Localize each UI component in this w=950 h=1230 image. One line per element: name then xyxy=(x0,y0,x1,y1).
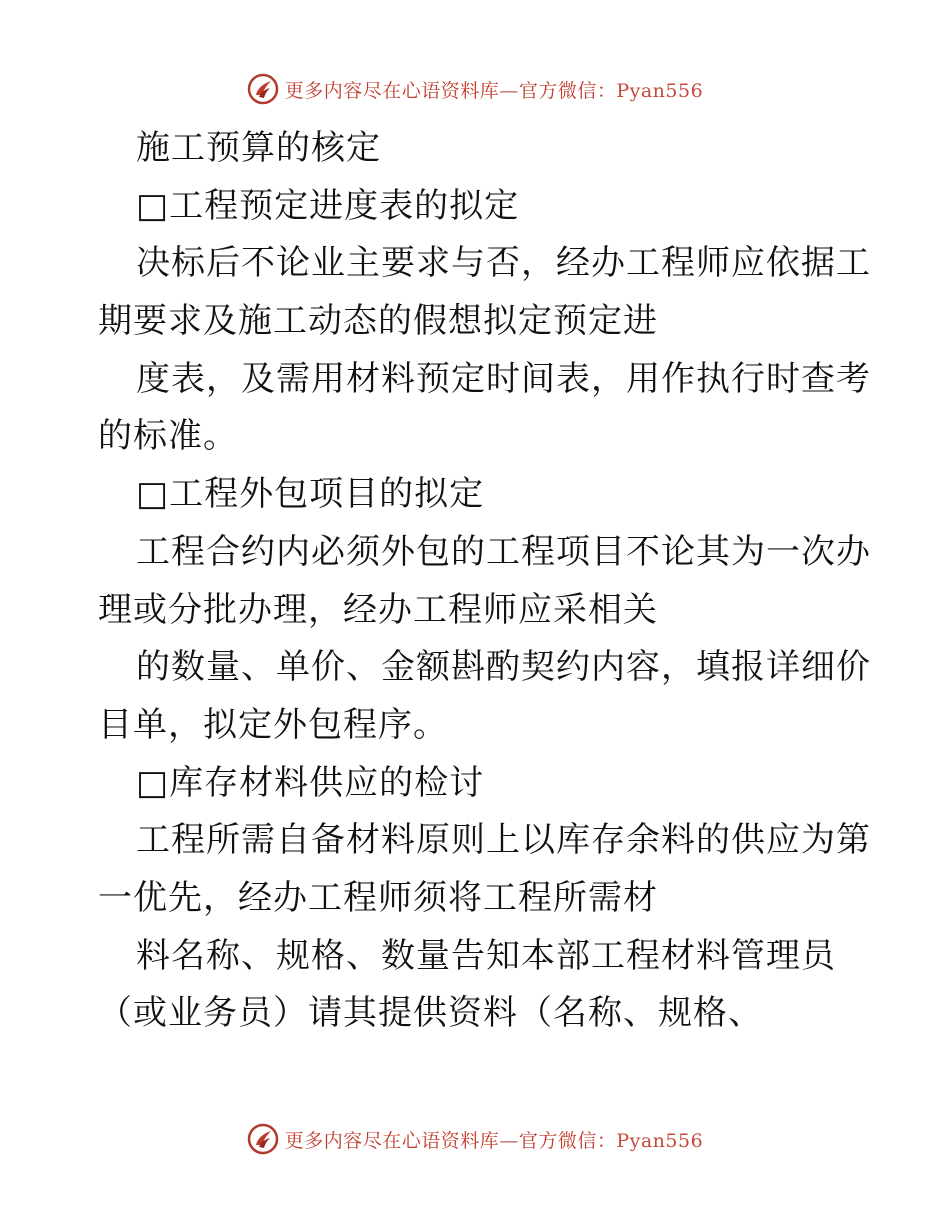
text-line: 理或分批办理，经办工程师应采相关 xyxy=(98,589,658,630)
watermark-text xyxy=(285,1126,703,1153)
watermark-wechat-id: Pyan556 xyxy=(616,79,704,102)
text-line: 决标后不论业主要求与否，经办工程师应依据工 xyxy=(136,243,871,284)
text-line: 期要求及施工动态的假想拟定预定进 xyxy=(98,301,658,342)
watermark-brand: 更多内容尽在心语资料库 xyxy=(284,1129,500,1152)
text-line: 的数量、单价、金额斟酌契约内容，填报详细价 xyxy=(136,647,871,688)
text-line: 一优先，经办工程师须将工程所需材 xyxy=(98,877,658,918)
watermark-separator: — xyxy=(499,1129,519,1152)
text-line: 目单，拟定外包程序。 xyxy=(98,704,448,745)
flame-logo-icon xyxy=(247,73,279,105)
watermark-separator: — xyxy=(499,79,519,102)
header-watermark xyxy=(0,72,950,106)
text-line: □工程外包项目的拟定 xyxy=(136,474,485,515)
text-line: □工程预定进度表的拟定 xyxy=(136,185,520,226)
text-line: （或业务员）请其提供资料（名称、规格、 xyxy=(98,993,763,1034)
watermark-brand: 更多内容尽在心语资料库 xyxy=(284,79,500,102)
watermark-text xyxy=(285,76,703,103)
text-line: 施工预算的核定 xyxy=(136,128,381,168)
text-line: 的标准。 xyxy=(98,416,238,457)
text-line: 工程合约内必须外包的工程项目不论其为一次办 xyxy=(136,531,871,572)
watermark-wechat-label: 官方微信： xyxy=(518,79,617,102)
footer-watermark xyxy=(0,1122,950,1156)
flame-logo-icon xyxy=(247,1123,279,1155)
watermark-wechat-label: 官方微信： xyxy=(518,1129,617,1152)
document-body xyxy=(98,120,871,1043)
text-line: 工程所需自备材料原则上以库存余料的供应为第 xyxy=(136,820,871,861)
text-line: □库存材料供应的检讨 xyxy=(136,762,485,803)
text-line: 度表，及需用材料预定时间表，用作执行时查考 xyxy=(136,358,871,399)
text-line: 料名称、规格、数量告知本部工程材料管理员 xyxy=(136,935,836,976)
watermark-wechat-id: Pyan556 xyxy=(616,1129,704,1152)
